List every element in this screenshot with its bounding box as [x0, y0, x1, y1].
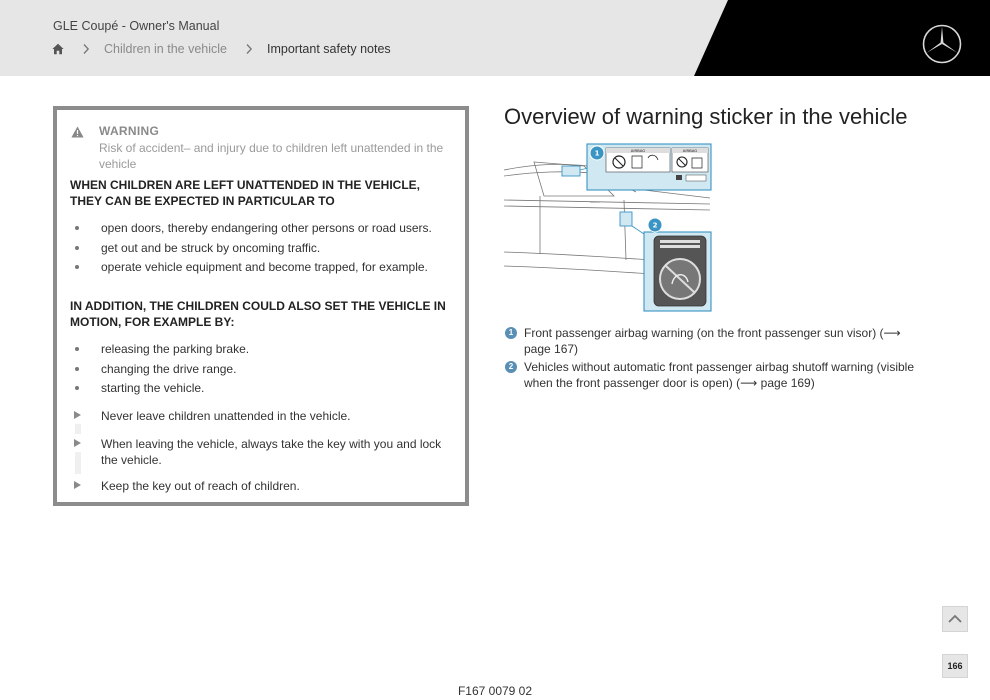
bullet-dot [75, 386, 79, 390]
breadcrumb-current: Important safety notes [267, 42, 391, 56]
warning-sticker-illustration [504, 142, 712, 312]
legend-text[interactable]: Front passenger airbag warning (on the front passenger sun visor) (⟶ page 167) [524, 326, 901, 356]
list-item: changing the drive range. [70, 361, 249, 381]
chevron-up-icon [943, 607, 967, 631]
svg-text:2: 2 [652, 221, 658, 230]
bullet-list-motion [70, 341, 249, 400]
bullet-dot [75, 347, 79, 351]
step-item: Keep the key out of reach of children. [70, 478, 450, 494]
bullet-dot [75, 265, 79, 269]
bullet-dot [75, 246, 79, 250]
chevron-right-icon [82, 43, 90, 55]
home-icon[interactable] [52, 43, 64, 55]
breadcrumb-link-children[interactable]: Children in the vehicle [104, 42, 227, 56]
list-item: operate vehicle equipment and become trapped, for example. [70, 259, 432, 279]
bullet-dot [75, 367, 79, 371]
list-item: open doors, thereby endangering other persons or road users. [70, 220, 432, 240]
svg-text:AIRBAG: AIRBAG [682, 148, 698, 154]
warning-triangle-icon [71, 126, 84, 138]
legend-number-badge: 2 [505, 361, 517, 373]
header-bar [0, 0, 990, 76]
list-item: starting the vehicle. [70, 380, 249, 400]
warning-heading-unattended: WHEN CHILDREN ARE LEFT UNATTENDED IN THE VEHICLE, THEY CAN BE EXPECTED IN PARTICULAR TO [70, 178, 420, 208]
step-connector [75, 452, 81, 474]
sticker-label: AIRBAG [630, 148, 646, 154]
step-list [70, 408, 450, 494]
legend-item-1 [505, 325, 925, 357]
list-item: releasing the parking brake. [70, 341, 249, 361]
legend-item-2 [505, 359, 925, 391]
bullet-list-risks [70, 220, 432, 279]
page-number-badge[interactable]: 166 [942, 654, 968, 678]
section-title: Overview of warning sticker in the vehicle [504, 104, 908, 129]
warning-heading-motion: IN ADDITION, THE CHILDREN COULD ALSO SET THE VEHICLE IN MOTION, FOR EXAMPLE BY: [70, 299, 446, 329]
list-item: get out and be struck by oncoming traffic. [70, 240, 432, 260]
step-item: When leaving the vehicle, always take the key with you and lock the vehicle. [70, 436, 450, 478]
warning-box [53, 106, 469, 506]
sun-visor-marker [562, 166, 580, 176]
mercedes-star-logo [921, 23, 963, 65]
breadcrumb [52, 42, 391, 56]
step-arrow-icon [74, 481, 81, 489]
manual-title: GLE Coupé - Owner's Manual [53, 19, 220, 33]
step-connector [75, 424, 81, 434]
warning-subtitle: Risk of accident– and injury due to children left unattended in the vehicle [99, 141, 444, 171]
legend-text[interactable]: Vehicles without automatic front passenger airbag shutoff warning (visible when the front passenger door is open) (⟶ page 169) [524, 360, 914, 390]
step-arrow-icon [74, 439, 81, 447]
scroll-to-top-button[interactable] [942, 606, 968, 632]
step-arrow-icon [74, 411, 81, 419]
svg-text:1: 1 [594, 149, 600, 158]
step-item: Never leave children unattended in the vehicle. [70, 408, 450, 436]
warning-title: WARNING [99, 124, 160, 138]
bullet-dot [75, 226, 79, 230]
chevron-right-icon [245, 43, 253, 55]
door-marker [620, 212, 632, 226]
figure-code: F167 0079 02 [457, 684, 533, 698]
legend-number-badge: 1 [505, 327, 517, 339]
